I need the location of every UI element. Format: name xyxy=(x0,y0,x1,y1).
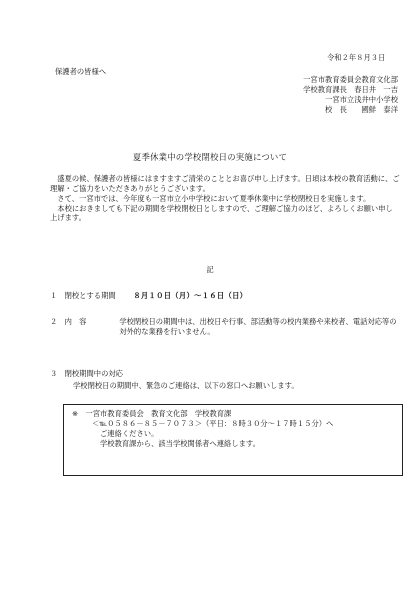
notice-line: ※ 一宮市教育委員会 教育文化部 学校教育課 xyxy=(72,409,232,418)
body-text xyxy=(50,174,400,223)
document-date: 令和２年８月３日 xyxy=(327,53,386,62)
ki-heading: 記 xyxy=(206,265,214,274)
body-paragraph: 盛夏の候、保護者の皆様にはますますご清栄のこととお喜び申し上げます。日頃は本校の教育活動に、ご理解・ご協力をいただきありがとうございます。 xyxy=(50,174,400,193)
item-label: １ 閉校とする期間 xyxy=(50,291,116,300)
body-paragraph: さて、一宮市では、今年度も一宮市立小中学校において夏季休業中に学校閉校日を実施します。 xyxy=(50,193,371,203)
notice-line: 学校教育課から、該当学校関係者へ連絡します。 xyxy=(100,438,260,448)
sender-line: 学校教育課長 春日井 一吉 xyxy=(303,84,398,94)
item-response-text: 学校閉校日の期間中、緊急のご連絡は、以下の窓口へお願いします。 xyxy=(73,381,299,390)
body-paragraph: 本校におきましても下記の期間を学校閉校日としますので、ご理解ご協力のほど、よろしくお願い申し上げます。 xyxy=(50,203,393,223)
item-label: ２ 内 容 xyxy=(50,317,87,326)
sender-line: 一宮市立浅井中小学校 xyxy=(325,94,398,104)
sender-line: 一宮市教育委員会教育文化部 xyxy=(303,75,398,84)
addressee: 保護者の皆様へ xyxy=(55,67,107,76)
item-text: 学校閉校日の期間中は、出校日や行事、部活動等の校内業務や来校者、電話対応等の対外的な業務を行いません。 xyxy=(119,317,397,336)
item-contents xyxy=(50,317,399,337)
contact-notice-box xyxy=(63,404,403,476)
notice-line: ＜℡０５８６－８５－７０７３＞（平日：８時３０分～１７時１５分）へ xyxy=(92,418,334,428)
item-response-label: ３ 閉校期間中の対応 xyxy=(50,369,123,378)
sender-block xyxy=(258,75,398,114)
item-closure-period xyxy=(50,291,247,301)
notice-line: ご連絡ください。 xyxy=(100,428,159,438)
document-title: 夏季休業中の学校閉校日の実施について xyxy=(132,152,288,162)
sender-line: 校 長 國鮮 泰洋 xyxy=(325,104,398,114)
closure-dates: ８月１０日（月）～１６日（日） xyxy=(133,291,248,300)
